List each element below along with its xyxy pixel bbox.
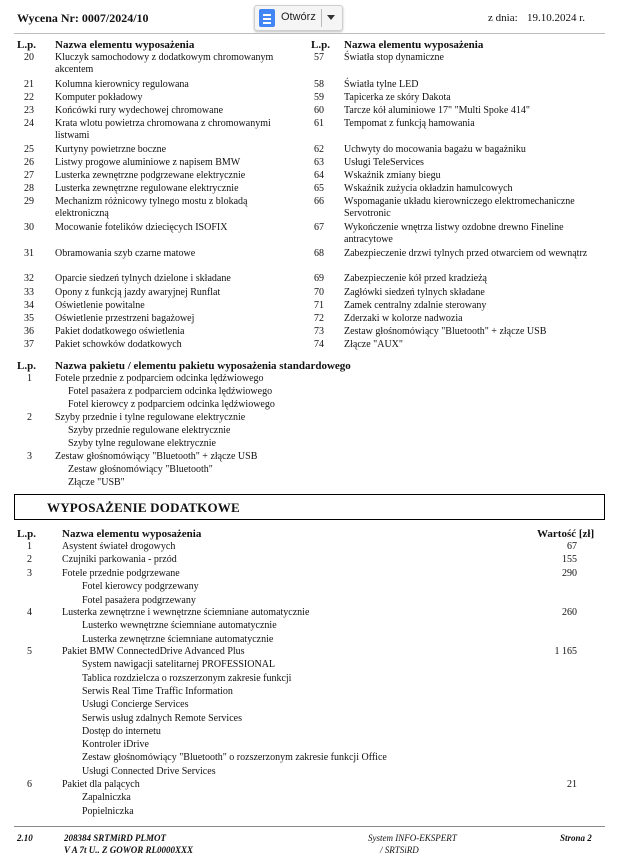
std-item-number: 64 [314,170,324,181]
extra-item-number: 1 [27,541,32,552]
date-label: z dnia: [488,12,518,24]
footer-divider [14,826,605,827]
std-item-number: 71 [314,300,324,311]
std-item-name: Wspomaganie układu kierowniczego elektromechaniczne Servotronic [344,196,575,219]
extra-item-number: 3 [27,568,32,579]
extra-sub-item: Kontroler iDrive [82,739,149,751]
extra-col-lp: L.p. [17,528,36,540]
extra-item-value: 260 [562,607,577,618]
google-docs-icon[interactable] [259,9,275,27]
toolbar-divider [321,9,322,27]
std-item-number: 69 [314,273,324,284]
std-item-name: Światła stop dynamiczne [344,52,444,63]
std-col-name-right: Nazwa elementu wyposażenia [344,39,484,51]
std-item-number: 70 [314,287,324,298]
std-item-name: Usługi TeleServices [344,157,424,168]
std-item-name: Mocowanie fotelików dziecięcych ISOFIX [55,222,228,233]
extra-item-name: Pakiet BMW ConnectedDrive Advanced Plus [62,646,245,657]
std-item-name: Zagłówki siedzeń tylnych składane [344,287,485,298]
std-item-name: Oświetlenie przestrzeni bagażowej [55,313,195,324]
pkg-sub-item: Szyby tylne regulowane elektrycznie [68,438,216,449]
std-item-name: Listwy progowe aluminiowe z napisem BMW [55,157,241,168]
std-item-name: Zabezpieczenie kół przed kradzieżą [344,273,487,284]
extra-item-number: 5 [27,646,32,657]
pkg-item-name: Zestaw głośnomówiący "Bluetooth" + złącze USB [55,451,258,462]
open-button[interactable]: Otwórz [281,11,316,23]
extra-item-name: Pakiet dla palących [62,779,140,790]
pkg-sub-item: Zestaw głośnomówiący "Bluetooth" [68,464,213,475]
std-item-number: 67 [314,222,324,233]
open-toolbar [254,5,343,31]
footer-system-1: System INFO-EKSPERT [368,833,457,843]
extra-item-value: 155 [562,554,577,565]
extra-item-name: Lusterka zewnętrzne i wewnętrzne ściemniane automatycznie [62,607,310,618]
extra-item-value: 290 [562,568,577,579]
std-item-number: 34 [24,300,34,311]
std-item-name: Wykończenie wnętrza listwy ozdobne drewno Fineline antracytowe [344,222,564,245]
std-item-number: 58 [314,79,324,90]
chevron-down-icon[interactable] [327,15,335,20]
std-item-name: Opony z funkcją jazdy awaryjnej Runflat [55,287,221,298]
pkg-item-name: Fotele przednie z podparciem odcinka lędźwiowego [55,373,264,384]
std-item-number: 28 [24,183,34,194]
std-item-number: 60 [314,105,324,116]
extra-col-value: Wartość [zł] [537,528,595,540]
std-item-name: Kluczyk samochodowy z dodatkowym chromowanym akcentem [55,52,274,75]
std-item-name: Pakiet dodatkowego oświetlenia [55,326,185,337]
std-item-number: 25 [24,144,34,155]
std-item-name: Mechanizm różnicowy tylnego mostu z blokadą elektroniczną [55,196,248,219]
std-item-number: 66 [314,196,324,207]
std-item-number: 20 [24,52,34,63]
date-value: 19.10.2024 r. [527,12,586,24]
extra-section-title: WYPOSAŻENIE DODATKOWE [47,500,240,515]
std-item-number: 24 [24,118,34,129]
std-item-number: 33 [24,287,34,298]
header-divider [14,33,605,34]
std-item-name: Światła tylne LED [344,79,419,90]
std-item-number: 72 [314,313,324,324]
extra-sub-item: Zestaw głośnomówiący "Bluetooth" o rozszerzonym zakresie funkcji Office [82,752,387,764]
std-item-name: Złącze "AUX" [344,339,403,350]
extra-item-name: Asystent świateł drogowych [62,541,176,552]
std-item-name: Tarcze kół aluminiowe 17" "Multi Spoke 414" [344,105,530,116]
std-item-number: 31 [24,248,34,259]
std-item-name: Komputer pokładowy [55,92,143,103]
extra-sub-item: Tablica rozdzielcza o rozszerzonym zakresie funkcji [82,672,292,684]
extra-item-value: 21 [567,779,577,790]
extra-sub-item: Dostęp do internetu [82,725,161,737]
footer-version: 2.10 [17,833,33,843]
std-item-number: 57 [314,52,324,63]
std-item-number: 65 [314,183,324,194]
pkg-item-number: 1 [27,373,32,384]
std-item-number: 61 [314,118,324,129]
extra-sub-item: Lusterka zewnętrzne ściemniane automatycznie [82,633,274,645]
std-item-name: Końcówki rury wydechowej chromowane [55,105,224,116]
extra-sub-item: Lusterko wewnętrzne ściemniane automatycznie [82,620,277,632]
std-item-name: Zestaw głośnomówiący "Bluetooth" + złącze USB [344,326,547,337]
footer-page: Strona 2 [560,833,592,843]
extra-sub-item: Usługi Connected Drive Services [82,765,216,777]
std-item-name: Zabezpieczenie drzwi tylnych przed otwarciem od wewnątrz [344,248,588,259]
extra-section-header [14,494,605,520]
std-item-name: Krata wlotu powietrza chromowana z chromowanymi listwami [55,118,271,141]
pkg-sub-item: Fotel pasażera z podparciem odcinka lędźwiowego [68,386,273,397]
extra-sub-item: Serwis Real Time Traffic Information [82,685,233,697]
std-item-name: Oparcie siedzeń tylnych dzielone i składane [55,273,231,284]
std-item-name: Kurtyny powietrzne boczne [55,144,167,155]
std-item-number: 26 [24,157,34,168]
extra-item-number: 4 [27,607,32,618]
std-item-number: 30 [24,222,34,233]
std-item-name: Obramowania szyb czarne matowe [55,248,196,259]
std-item-number: 29 [24,196,34,207]
std-item-number: 21 [24,79,34,90]
pkg-sub-item: Szyby przednie regulowane elektrycznie [68,425,231,436]
std-item-number: 74 [314,339,324,350]
pkg-item-name: Szyby przednie i tylne regulowane elektrycznie [55,412,246,423]
std-item-name: Wskaźnik zużycia okładzin hamulcowych [344,183,513,194]
std-item-name: Uchwyty do mocowania bagażu w bagażniku [344,144,526,155]
std-item-number: 73 [314,326,324,337]
std-item-number: 68 [314,248,324,259]
quote-title: Wycena Nr: 0007/2024/10 [17,11,149,25]
std-item-number: 22 [24,92,34,103]
std-item-number: 36 [24,326,34,337]
footer-code-2: V A 7t U.. Z GOWOR RL0000XXX [64,845,194,855]
std-item-number: 35 [24,313,34,324]
std-item-number: 27 [24,170,34,181]
std-item-number: 63 [314,157,324,168]
extra-item-value: 67 [567,541,577,552]
pkg-col-lp: L.p. [17,360,36,372]
extra-sub-item: Fotel pasażera podgrzewany [82,594,196,606]
std-col-lp-right: L.p. [311,39,330,51]
std-col-lp-left: L.p. [17,39,36,51]
extra-sub-item: System nawigacji satelitarnej PROFESSIONAL [82,659,276,671]
extra-sub-item: Usługi Concierge Services [82,699,189,711]
extra-sub-item: Serwis usług zdalnych Remote Services [82,712,242,724]
extra-item-name: Fotele przednie podgrzewane [62,568,180,579]
extra-col-name: Nazwa elementu wyposażenia [62,528,202,540]
extra-item-number: 6 [27,779,32,790]
std-item-name: Lusterka zewnętrzne podgrzewane elektrycznie [55,170,246,181]
std-item-number: 59 [314,92,324,103]
std-item-number: 23 [24,105,34,116]
std-item-name: Oświetlenie powitalne [55,300,145,311]
extra-sub-item: Zapalniczka [82,792,131,804]
pkg-sub-item: Złącze "USB" [68,477,125,488]
std-col-name-left: Nazwa elementu wyposażenia [55,39,195,51]
std-item-name: Zderzaki w kolorze nadwozia [344,313,463,324]
std-item-number: 62 [314,144,324,155]
std-item-name: Tapicerka ze skóry Dakota [344,92,451,103]
pkg-sub-item: Fotel kierowcy z podparciem odcinka lędźwiowego [68,399,275,410]
footer-system-2: / SRTSiRD [380,845,419,855]
std-item-name: Pakiet schowków dodatkowych [55,339,182,350]
extra-sub-item: Popielniczka [82,805,134,817]
std-item-name: Tempomat z funkcją hamowania [344,118,475,129]
std-item-number: 37 [24,339,34,350]
std-item-name: Zamek centralny zdalnie sterowany [344,300,487,311]
extra-item-value: 1 165 [554,646,577,657]
footer-code-1: 208384 SRTMiRD PLMOT [64,833,167,843]
std-item-name: Lusterka zewnętrzne regulowane elektrycznie [55,183,239,194]
pkg-item-number: 2 [27,412,32,423]
extra-sub-item: Fotel kierowcy podgrzewany [82,581,199,593]
std-item-number: 32 [24,273,34,284]
pkg-col-name: Nazwa pakietu / elementu pakietu wyposażenia standardowego [55,360,351,372]
extra-item-name: Czujniki parkowania - przód [62,554,177,565]
std-item-name: Wskaźnik zmiany biegu [344,170,441,181]
std-item-name: Kolumna kierownicy regulowana [55,79,189,90]
pkg-item-number: 3 [27,451,32,462]
extra-item-number: 2 [27,554,32,565]
